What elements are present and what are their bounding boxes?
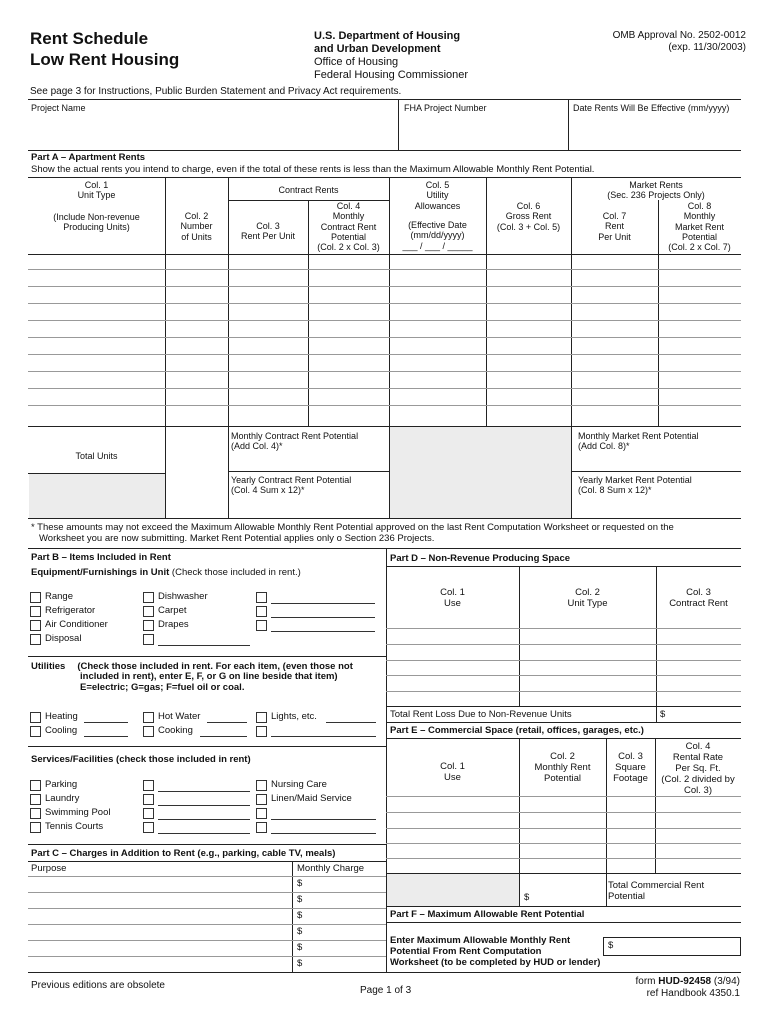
col4-header: Col. 4 Monthly Contract Rent Potential (Col. 2 x Col. 3) [317, 201, 380, 253]
part-b-title: Part B – Items Included in Rent [31, 552, 171, 563]
hot-water-checkbox[interactable] [143, 712, 154, 723]
part-d-col2-header: Col. 2 Unit Type [567, 587, 608, 609]
total-commercial-label: Total Commercial Rent Potential [608, 880, 705, 902]
other-service-field-4[interactable] [158, 833, 250, 834]
total-rent-loss-label: Total Rent Loss Due to Non-Revenue Units [390, 709, 572, 720]
dishwasher-label: Dishwasher [158, 591, 208, 602]
cooking-type-field[interactable] [200, 736, 247, 737]
col8-header: Col. 8 Monthly Market Rent Potential (Col. 2 x Col. 7) [668, 201, 731, 253]
lights-label: Lights, etc. [271, 711, 317, 722]
instructions-note: See page 3 for Instructions, Public Burden Statement and Privacy Act requirements. [30, 86, 402, 97]
form-title: Rent Schedule [30, 29, 149, 48]
other-equip-checkbox-2[interactable] [256, 592, 267, 603]
other-equip-checkbox-3[interactable] [256, 606, 267, 617]
nursing-care-label: Nursing Care [271, 779, 327, 790]
form-subtitle: Low Rent Housing [30, 50, 180, 69]
part-e-title: Part E – Commercial Space (retail, offices, garages, etc.) [390, 725, 644, 736]
charge-dollar-1: $ [297, 878, 303, 889]
page-number: Page 1 of 3 [360, 985, 412, 996]
part-a-instructions: Show the actual rents you intend to charge, even if the total of these rents is less than the Maximum Allowable Monthly Rent Potential. [31, 164, 595, 175]
refrigerator-checkbox[interactable] [30, 606, 41, 617]
other-service-field-2[interactable] [158, 805, 250, 806]
fha-project-number-label: FHA Project Number [404, 103, 487, 113]
part-e-col4-header: Col. 4 Rental Rate Per Sq. Ft. (Col. 2 divided by Col. 3) [661, 741, 735, 796]
other-service-checkbox-3[interactable] [143, 808, 154, 819]
carpet-checkbox[interactable] [143, 606, 154, 617]
monthly-charge-header: Monthly Charge [297, 863, 365, 874]
project-name-field[interactable] [30, 114, 395, 148]
form-number: form HUD-92458 (3/94) [635, 976, 740, 987]
agency-commissioner: Federal Housing Commissioner [314, 69, 469, 81]
charges-amount-rows[interactable] [305, 877, 385, 971]
linen-maid-checkbox[interactable] [256, 794, 267, 805]
charge-dollar-3: $ [297, 910, 303, 921]
col2-header: Col. 2 Number of Units [180, 211, 213, 242]
agency-name: U.S. Department of Housing [314, 30, 461, 42]
col1-header: Col. 1 Unit Type (Include Non-revenue Producing Units) [53, 180, 140, 233]
refrigerator-label: Refrigerator [45, 605, 96, 616]
market-rents-header: Market Rents (Sec. 236 Projects Only) [607, 180, 705, 201]
agency-office: Office of Housing [314, 56, 399, 68]
monthly-contract-potential-label: Monthly Contract Rent Potential (Add Col. 4)* [231, 431, 359, 452]
range-label: Range [45, 591, 73, 602]
other-service-field-3[interactable] [158, 819, 250, 820]
drapes-checkbox[interactable] [143, 620, 154, 631]
other-service-checkbox-1[interactable] [143, 780, 154, 791]
other-utility-checkbox[interactable] [256, 726, 267, 737]
non-revenue-rows[interactable] [388, 629, 739, 705]
handbook-reference: ref Handbook 4350.1 [646, 988, 740, 999]
col7-header: Col. 7 Rent Per Unit [598, 211, 631, 242]
fha-project-number-field[interactable] [400, 114, 566, 148]
range-checkbox[interactable] [30, 592, 41, 603]
charges-purpose-rows[interactable] [30, 877, 291, 971]
part-e-col2-header: Col. 2 Monthly Rent Potential [534, 751, 591, 784]
hot-water-label: Hot Water [158, 711, 201, 722]
other-service-checkbox-6[interactable] [256, 822, 267, 833]
part-e-col1-header: Col. 1 Use [440, 761, 465, 783]
omb-expiration: (exp. 11/30/2003) [668, 42, 746, 53]
cooking-label: Cooking [158, 725, 193, 736]
other-service-field-6[interactable] [271, 833, 376, 834]
other-equip-field-3[interactable] [271, 617, 375, 618]
heating-label: Heating [45, 711, 78, 722]
date-effective-field[interactable] [570, 114, 740, 148]
part-d-col1-header: Col. 1 Use [440, 587, 465, 609]
previous-editions-note: Previous editions are obsolete [31, 980, 165, 991]
carpet-label: Carpet [158, 605, 187, 616]
part-e-col3-header: Col. 3 Square Footage [613, 751, 648, 784]
cooling-label: Cooling [45, 725, 78, 736]
swimming-pool-label: Swimming Pool [45, 807, 111, 818]
charge-dollar-4: $ [297, 926, 303, 937]
project-name-label: Project Name [31, 103, 86, 113]
other-equip-checkbox-4[interactable] [256, 620, 267, 631]
col3-header: Col. 3 Rent Per Unit [240, 221, 296, 242]
air-conditioner-label: Air Conditioner [45, 619, 108, 630]
air-conditioner-checkbox[interactable] [30, 620, 41, 631]
max-allowable-dollar: $ [608, 940, 614, 951]
col5-header: Col. 5 Utility Allowances (Effective Date (mm/dd/yyyy) ___ / ___ / _____ [402, 180, 473, 251]
other-equip-field-2[interactable] [271, 603, 375, 604]
utilities-instructions: Utilities (Check those included in rent. For each item, (even those not included in rent), enter E, F, or G on line beside that item) E=electric; G=gas; F=fuel oil or coal. [31, 661, 353, 693]
other-service-field-1[interactable] [158, 791, 250, 792]
heating-type-field[interactable] [84, 722, 128, 723]
laundry-label: Laundry [45, 793, 80, 804]
other-service-checkbox-4[interactable] [143, 822, 154, 833]
contract-rents-header: Contract Rents [278, 185, 339, 195]
other-service-checkbox-2[interactable] [143, 794, 154, 805]
cooling-checkbox[interactable] [30, 726, 41, 737]
footnote: * These amounts may not exceed the Maximum Allowable Monthly Rent Potential approved on the last Rent Computation Worksheet or requested on the Worksheet you are now submitting. Market Rent Potential applies only o Section 236 Projects. [31, 522, 674, 544]
part-f-title: Part F – Maximum Allowable Rent Potential [390, 909, 585, 920]
part-d-col3-header: Col. 3 Contract Rent [669, 587, 728, 609]
nursing-care-checkbox[interactable] [256, 780, 267, 791]
part-c-title: Part C – Charges in Addition to Rent (e.g., parking, cable TV, meals) [31, 848, 336, 859]
part-a-title: Part A – Apartment Rents [31, 152, 146, 163]
other-utility-field[interactable] [271, 736, 376, 737]
agency-name-2: and Urban Development [314, 43, 441, 55]
tennis-courts-label: Tennis Courts [45, 821, 104, 832]
date-effective-label: Date Rents Will Be Effective (mm/yyyy) [573, 103, 730, 113]
other-service-checkbox-5[interactable] [256, 808, 267, 819]
monthly-market-potential-label: Monthly Market Rent Potential (Add Col. 8)* [578, 431, 699, 452]
total-rent-loss-dollar: $ [660, 709, 666, 720]
swimming-pool-checkbox[interactable] [30, 808, 41, 819]
cooking-checkbox[interactable] [143, 726, 154, 737]
total-units-label: Total Units [75, 451, 118, 461]
laundry-checkbox[interactable] [30, 794, 41, 805]
part-d-title: Part D – Non-Revenue Producing Space [390, 553, 571, 564]
omb-approval: OMB Approval No. 2502-0012 [612, 30, 746, 41]
charge-dollar-6: $ [297, 958, 303, 969]
drapes-label: Drapes [158, 619, 189, 630]
other-equip-field-1[interactable] [158, 645, 250, 646]
equipment-title: Equipment/Furnishings in Unit (Check those included in rent.) [31, 567, 301, 578]
col6-header: Col. 6 Gross Rent (Col. 3 + Col. 5) [496, 201, 561, 232]
other-service-field-5[interactable] [271, 819, 376, 820]
yearly-contract-potential-label: Yearly Contract Rent Potential (Col. 4 Sum x 12)* [231, 475, 352, 496]
part-f-instructions: Enter Maximum Allowable Monthly Rent Potential From Rent Computation Worksheet (to be completed by HUD or lender) [390, 935, 601, 968]
charge-dollar-5: $ [297, 942, 303, 953]
parking-checkbox[interactable] [30, 780, 41, 791]
purpose-header: Purpose [31, 863, 67, 874]
hot-water-type-field[interactable] [207, 722, 247, 723]
apartment-rents-rows[interactable] [30, 255, 739, 425]
charge-dollar-2: $ [297, 894, 303, 905]
services-title: Services/Facilities (check those included in rent) [31, 754, 251, 765]
max-allowable-rent-field[interactable] [603, 937, 741, 956]
total-rent-loss-field[interactable] [668, 707, 740, 721]
other-equip-field-4[interactable] [271, 631, 375, 632]
other-equip-checkbox-1[interactable] [143, 634, 154, 645]
tennis-courts-checkbox[interactable] [30, 822, 41, 833]
parking-label: Parking [45, 779, 78, 790]
cooling-type-field[interactable] [84, 736, 128, 737]
commercial-space-rows[interactable] [388, 797, 739, 872]
yearly-market-potential-label: Yearly Market Rent Potential (Col. 8 Sum x 12)* [578, 475, 692, 496]
linen-maid-label: Linen/Maid Service [271, 793, 352, 804]
total-commercial-dollar: $ [524, 892, 530, 903]
lights-checkbox[interactable] [256, 712, 267, 723]
disposal-checkbox[interactable] [30, 634, 41, 645]
dishwasher-checkbox[interactable] [143, 592, 154, 603]
disposal-label: Disposal [45, 633, 82, 644]
lights-type-field[interactable] [326, 722, 376, 723]
heating-checkbox[interactable] [30, 712, 41, 723]
total-commercial-field[interactable] [532, 876, 605, 905]
